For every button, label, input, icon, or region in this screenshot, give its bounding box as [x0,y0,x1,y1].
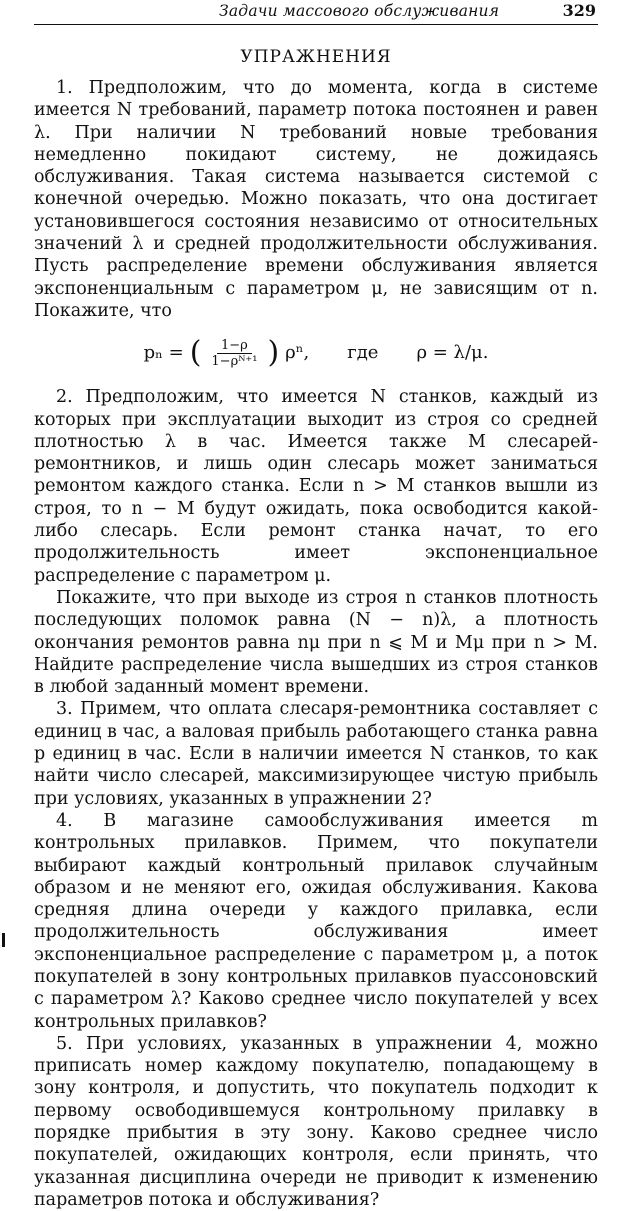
running-header [34,0,598,25]
formula [34,334,598,372]
formula-fraction [207,338,261,369]
formula-rhs: ρ = λ/μ. [416,342,489,364]
exercise-1-text: 1. Предположим, что до момента, когда в системе имеется N требований, параметр потока постоянен и равен λ. При наличии N требований новые требования немедленно покидают систему, не дожидаясь обслуживания. Такая система называется системой с конечной очередью. Можно показать, что она достигает установившегося состояния независимо от относительных значений λ и средней продолжительности обслуживания. Пусть распределение времени обслуживания является экспоненциальным с параметром μ, не зависящим от n. Покажите, что [34,78,598,321]
formula-right-paren: ) [267,335,280,371]
exercise-4-text: 4. В магазине самообслуживания имеется m контрольных прилавков. Примем, что покупатели выбирают каждый контрольный прилавок случайным образом и не меняют его, ожидая обслуживания. Какова средняя длина очереди у каждого прилавка, если продолжительность обслуживания имеет экспоненциальное распределение с параметром μ, а поток покупателей в зону контрольных прилавков пуассоновский с параметром λ? Каково среднее число покупателей у всех контрольных прилавков? [34,810,598,1032]
formula-power: ρⁿ, [285,342,310,364]
formula-lhs: pₙ = [143,342,184,364]
exercise-2-text: 2. Предположим, что имеется N станков, каждый из которых при эксплуатации выходит из строя со средней плотностью λ в час. Имеется также M слесарей-ремонтников, и лишь один слесарь может заниматься ремонтом каждого станка. Если n > M станков вышли из строя, то n − M будут ожидать, пока освободится какой-либо слесарь. Если ремонт станка начат, то его продолжительность имеет экспоненциальное распределение с параметром μ. [34,387,598,586]
exercise-3-text: 3. Примем, что оплата слесаря-ремонтника составляет c единиц в час, а валовая прибыль работающего станка равна p единиц в час. Если в наличии имеется N станков, то как найти число слесарей, максимизирующее чистую прибыль при условиях, указанных в упражнении 2? [34,699,598,809]
exercise-5-text: 5. При условиях, указанных в упражнении 4, можно приписать номер каждому покупателю, попадающему в зону контроля, и допустить, что покупатель подходит к первому освободившемуся контрольному прилавку в порядке прибытия в эту зону. Каково среднее число покупателей, ожидающих контроля, если принять, что указанная дисциплина очереди не приводит к изменению параметров потока и обслуживания? [34,1033,598,1210]
section-title: УПРАЖНЕНИЯ [240,47,392,67]
formula-left-paren: ( [189,335,202,371]
exercise-2-continuation: Покажите, что при выходе из строя n станков плотность последующих поломок равна (N − n)λ, а плотность окончания ремонтов равна nμ при n ⩽ M и Mμ при n > M. Найдите распределение числа вышедших из строя станков в любой заданный момент времени. [34,587,598,698]
running-title: Задачи массового обслуживания [219,2,500,20]
page-number: 329 [562,1,596,20]
margin-mark [2,933,5,947]
formula-where: где [347,342,379,364]
formula-denominator: 1−ρᴺ⁺¹ [211,353,258,369]
exercises-text [34,77,598,1211]
formula-numerator: 1−ρ [217,338,252,354]
